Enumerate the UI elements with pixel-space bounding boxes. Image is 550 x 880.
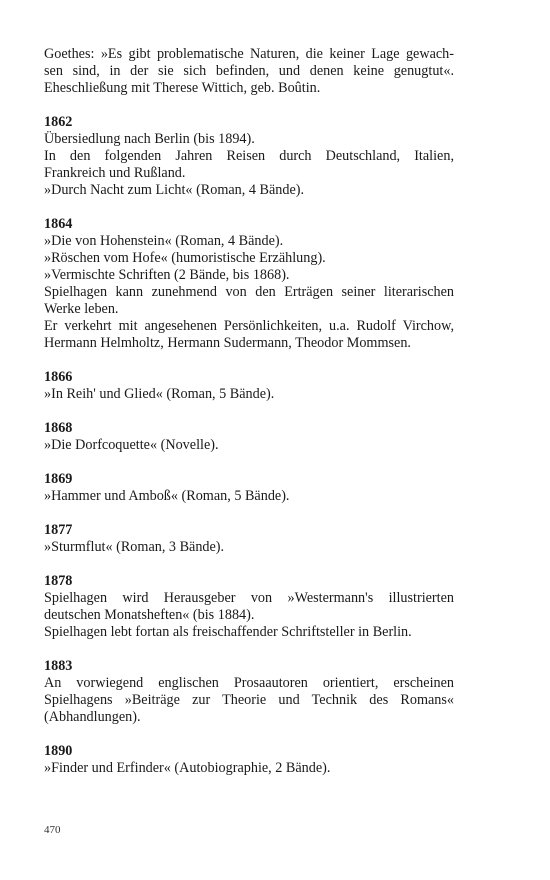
text-line: Übersiedlung nach Berlin (bis 1894). [44, 131, 255, 147]
text-line: »Hammer und Amboß« (Roman, 5 Bände). [44, 488, 290, 504]
entry-1890 [44, 743, 454, 777]
entry-1877 [44, 522, 454, 556]
text-line: »Vermischte Schriften (2 Bände, bis 1868). [44, 267, 290, 283]
entry-year: 1868 [44, 420, 73, 436]
text-line: »Die von Hohenstein« (Roman, 4 Bände). [44, 233, 284, 249]
entry-1883 [44, 658, 454, 726]
text-line: Eheschließung mit Therese Wittich, geb. Boûtin. [44, 80, 321, 96]
text-line: Er verkehrt mit angesehenen Persönlichkeiten, u.a. Rudolf Virchow, [44, 318, 454, 334]
text-line: »In Reih' und Glied« (Roman, 5 Bände). [44, 386, 275, 402]
text-line: sen sind, in der sie sich befinden, und denen keine genugtut«. [44, 63, 454, 79]
text-line: (Abhandlungen). [44, 709, 141, 725]
text-line: »Finder und Erfinder« (Autobiographie, 2 Bände). [44, 760, 331, 776]
text-line: An vorwiegend englischen Prosaautoren orientiert, erscheinen [44, 675, 454, 691]
entry-year: 1877 [44, 522, 73, 538]
entry-1866 [44, 369, 454, 403]
text-line: In den folgenden Jahren Reisen durch Deutschland, Italien, [44, 148, 454, 164]
entry-year: 1878 [44, 573, 73, 589]
text-line: Spielhagen lebt fortan als freischaffender Schriftsteller in Berlin. [44, 624, 412, 640]
text-line: »Die Dorfcoquette« (Novelle). [44, 437, 219, 453]
entry-1878 [44, 573, 454, 641]
entry-year: 1866 [44, 369, 73, 385]
intro-paragraph [44, 46, 454, 97]
text-line: Werke leben. [44, 301, 119, 317]
entry-1862 [44, 114, 454, 199]
entry-year: 1862 [44, 114, 73, 130]
text-line: »Röschen vom Hofe« (humoristische Erzählung). [44, 250, 326, 266]
text-line: Spielhagens »Beiträge zur Theorie und Technik des Romans« [44, 692, 454, 708]
entry-1868 [44, 420, 454, 454]
page-number: 470 [44, 824, 61, 836]
text-line: deutschen Monatsheften« (bis 1884). [44, 607, 255, 623]
text-line: »Sturmflut« (Roman, 3 Bände). [44, 539, 225, 555]
entry-year: 1864 [44, 216, 73, 232]
text-line: Hermann Helmholtz, Hermann Sudermann, Theodor Mommsen. [44, 335, 411, 351]
entry-year: 1883 [44, 658, 73, 674]
chronology-text [44, 46, 454, 777]
text-line: Spielhagen kann zunehmend von den Erträgen seiner literarischen [44, 284, 454, 300]
entry-1864 [44, 216, 454, 352]
text-line: Frankreich und Rußland. [44, 165, 186, 181]
text-line: Spielhagen wird Herausgeber von »Westermann's illustrierten [44, 590, 454, 606]
entry-year: 1890 [44, 743, 73, 759]
text-line: Goethes: »Es gibt problematische Naturen, die keiner Lage gewach- [44, 46, 454, 62]
entry-1869 [44, 471, 454, 505]
text-line: »Durch Nacht zum Licht« (Roman, 4 Bände). [44, 182, 305, 198]
entry-year: 1869 [44, 471, 73, 487]
